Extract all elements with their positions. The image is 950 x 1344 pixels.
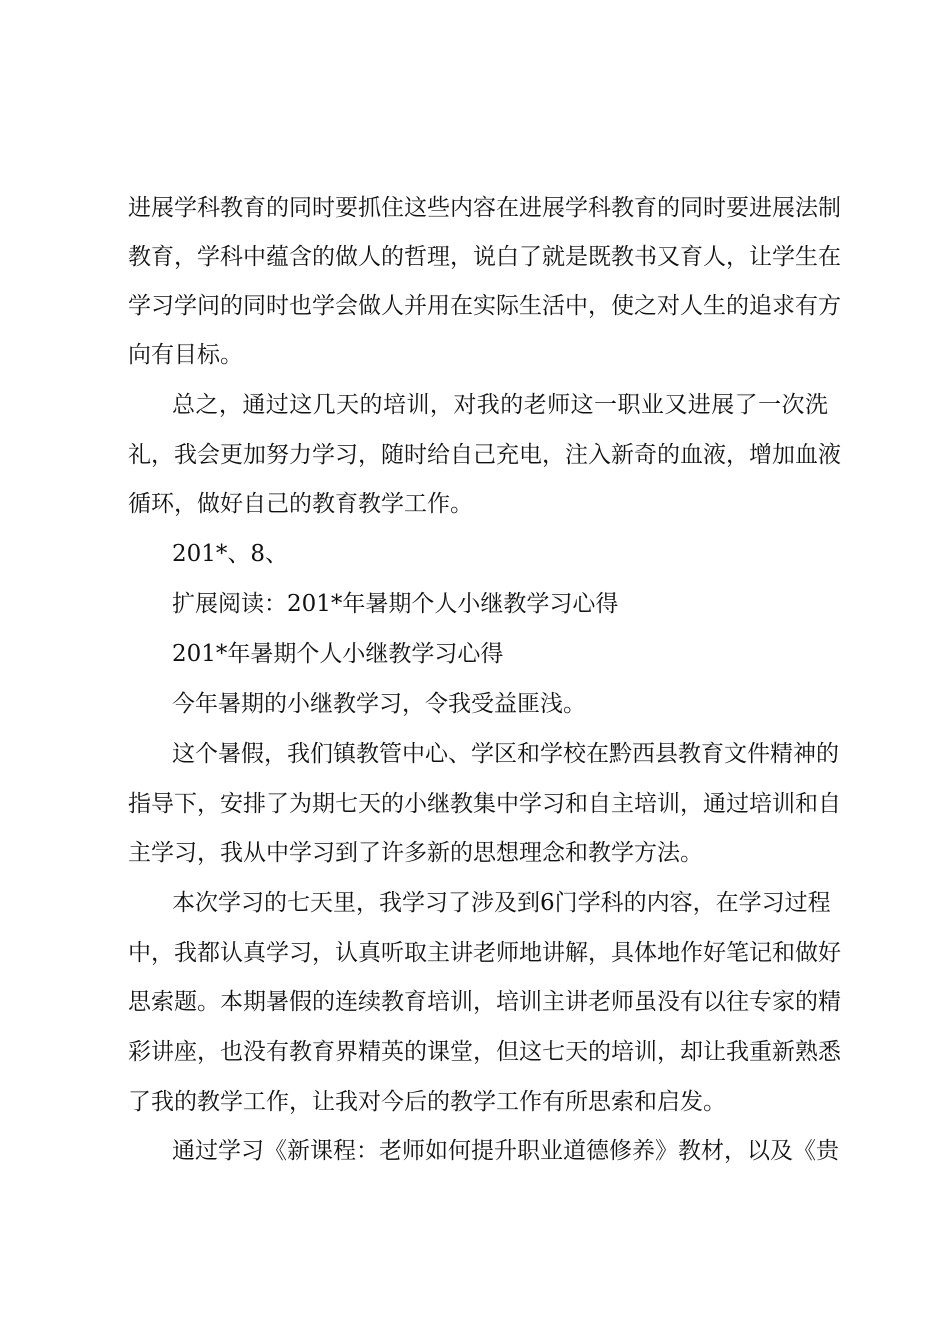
paragraph-4-line-1: 通过学习《新课程：老师如何提升职业道德修养》教材，以及《贵 bbox=[172, 1138, 839, 1164]
paragraph-3-line-5: 了我的教学工作，让我对今后的教学工作有所思索和启发。 bbox=[128, 1089, 726, 1115]
summary-line-1: 总之，通过这几天的培训，对我的老师这一职业又进展了一次洗 bbox=[172, 392, 828, 418]
paragraph-line-4: 向有目标。 bbox=[128, 342, 243, 368]
paragraph-2-line-3: 主学习，我从中学习到了许多新的思想理念和教学方法。 bbox=[128, 840, 703, 866]
article-title: 201*年暑期个人小继教学习心得 bbox=[172, 641, 504, 667]
extended-reading-heading: 扩展阅读：201*年暑期个人小继教学习心得 bbox=[172, 591, 619, 617]
paragraph-3-line-1: 本次学习的七天里，我学习了涉及到6门学科的内容，在学习过程 bbox=[172, 890, 831, 916]
paragraph-2-line-1: 这个暑假，我们镇教管中心、学区和学校在黔西县教育文件精神的 bbox=[172, 741, 839, 767]
summary-line-3: 循环，做好自己的教育教学工作。 bbox=[128, 491, 473, 517]
paragraph-3-line-2: 中，我都认真学习，认真听取主讲老师地讲解，具体地作好笔记和做好 bbox=[128, 940, 841, 966]
paragraph-2-line-2: 指导下，安排了为期七天的小继教集中学习和自主培训，通过培训和自 bbox=[128, 791, 841, 817]
intro-line: 今年暑期的小继教学习，令我受益匪浅。 bbox=[172, 691, 586, 717]
date-line: 201*、8、 bbox=[172, 541, 289, 567]
summary-line-2: 礼，我会更加努力学习，随时给自己充电，注入新奇的血液，增加血液 bbox=[128, 442, 841, 468]
paragraph-line-3: 学习学问的同时也学会做人并用在实际生活中，使之对人生的追求有方 bbox=[128, 293, 841, 319]
paragraph-line-2: 教育，学科中蕴含的做人的哲理，说白了就是既教书又育人，让学生在 bbox=[128, 244, 841, 270]
paragraph-3-line-4: 彩讲座，也没有教育界精英的课堂，但这七天的培训，却让我重新熟悉 bbox=[128, 1039, 841, 1065]
paragraph-line-1: 进展学科教育的同时要抓住这些内容在进展学科教育的同时要进展法制 bbox=[128, 195, 841, 221]
paragraph-3-line-3: 思索题。本期暑假的连续教育培训，培训主讲老师虽没有以往专家的精 bbox=[128, 989, 841, 1015]
